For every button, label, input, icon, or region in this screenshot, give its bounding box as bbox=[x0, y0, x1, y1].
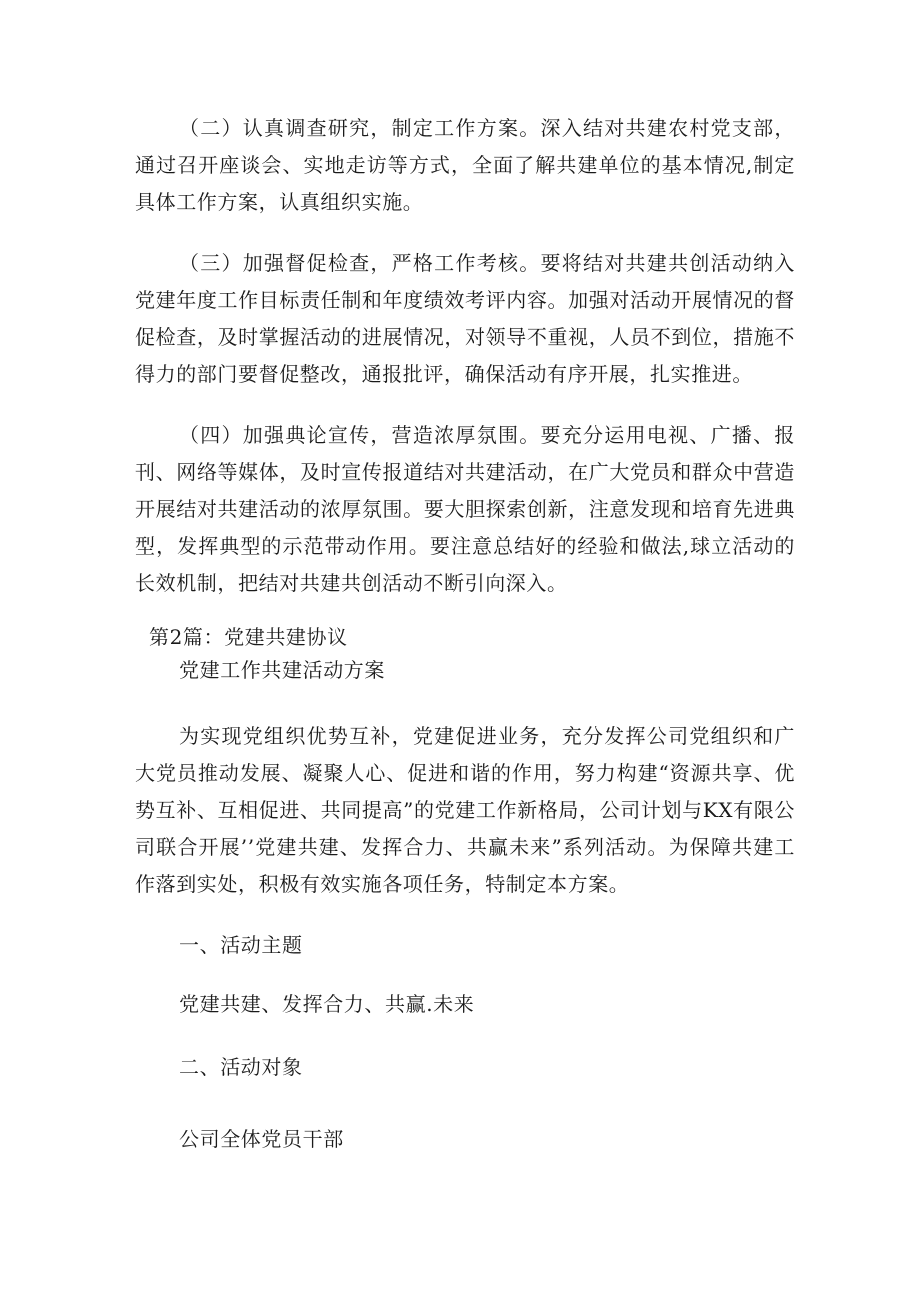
section-heading-theme: 一、活动主题 bbox=[179, 933, 303, 957]
paragraph-introduction: 为实现党组织优势互补，党建促进业务，充分发挥公司党组织和广大党员推动发展、凝聚人心、促进和谐的作用，努力构建“资源共享、优势互补、互相促进、共同提高”的党建工作新格局，公司计划与KX有限公司联合开展’’党建共建、发挥合力、共赢未来”系列活动。为保障共建工作落到实处，积极有效实施各项任务，特制定本方案。 bbox=[135, 724, 795, 896]
article-title: 第2篇：党建共建协议 bbox=[149, 625, 348, 649]
paragraph-investigation: （二）认真调查研究，制定工作方案。深入结对共建农村党支部，通过召开座谈会、实地走访等方式，全面了解共建单位的基本情况,制定具体工作方案，认真组织实施。 bbox=[135, 116, 795, 214]
section-heading-target: 二、活动对象 bbox=[179, 1055, 303, 1079]
section-content-target: 公司全体党员干部 bbox=[179, 1127, 344, 1151]
document-subtitle: 党建工作共建活动方案 bbox=[179, 658, 385, 682]
section-content-theme: 党建共建、发挥合力、共赢.未来 bbox=[179, 992, 475, 1016]
paragraph-supervision: （三）加强督促检查，严格工作考核。要将结对共建共创活动纳入党建年度工作目标责任制和年度绩效考评内容。加强对活动开展情况的督促检查，及时掌握活动的进展情况，对领导不重视，人员不到位，措施不得力的部门要督促整改，通报批评，确保活动有序开展，扎实推进。 bbox=[135, 251, 795, 386]
paragraph-publicity: （四）加强典论宣传，营造浓厚氛围。要充分运用电视、广播、报刊、网络等媒体，及时宣传报道结对共建活动，在广大党员和群众中营造开展结对共建活动的浓厚氛围。要大胆探索创新，注意发现和培育先进典型，发挥典型的示范带动作用。要注意总结好的经验和做法,球立活动的长效机制，把结对共建共创活动不断引向深入。 bbox=[135, 423, 795, 595]
